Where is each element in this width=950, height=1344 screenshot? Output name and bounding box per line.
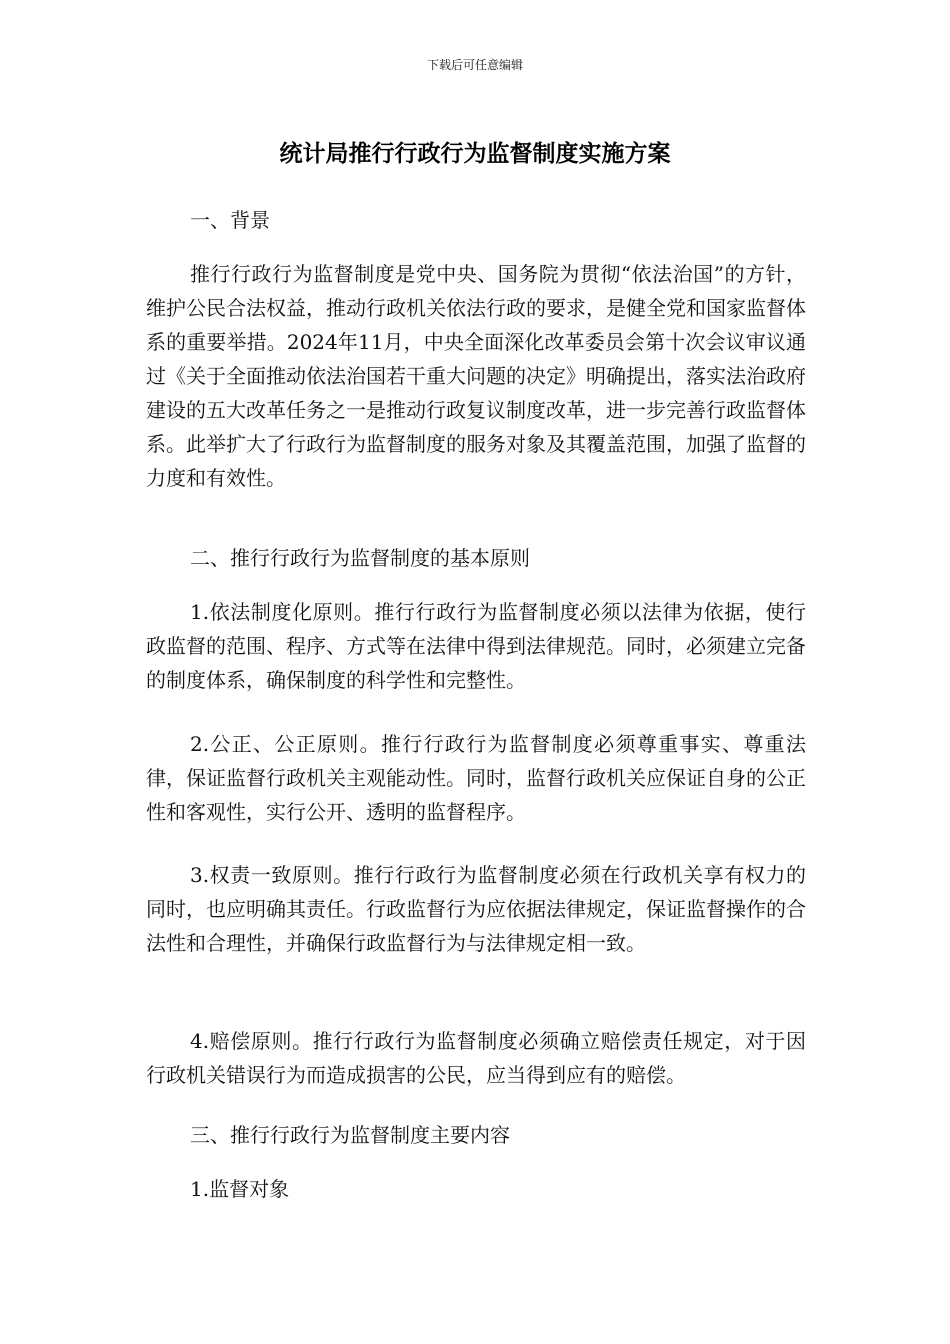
paragraph-principle-2: 2.公正、公正原则。推行行政行为监督制度必须尊重事实、尊重法律，保证监督行政机关主观能动性。同时，监督行政机关应保证自身的公正性和客观性，实行公开、透明的监督程序。	[146, 732, 806, 824]
paragraph-background: 推行行政行为监督制度是党中央、国务院为贯彻“依法治国”的方针，维护公民合法权益，推动行政机关依法行政的要求，是健全党和国家监督体系的重要举措。2024年11月，中央全面深化改革委员会第十次会议审议通过《关于全面推动依法治国若干重大问题的决定》明确提出，落实法治政府建设的五大改革任务之一是推动行政复议制度改革，进一步完善行政监督体系。此举扩大了行政行为监督制度的服务对象及其覆盖范围，加强了监督的力度和有效性。	[146, 262, 806, 490]
paragraph-principle-1: 1.依法制度化原则。推行行政行为监督制度必须以法律为依据，使行政监督的范围、程序、方式等在法律中得到法律规范。同时，必须建立完备的制度体系，确保制度的科学性和完整性。	[146, 600, 806, 692]
section-heading-content: 三、推行行政行为监督制度主要内容	[190, 1123, 510, 1147]
paragraph-principle-3: 3.权责一致原则。推行行政行为监督制度必须在行政机关享有权力的同时，也应明确其责任。行政监督行为应依据法律规定，保证监督操作的合法性和合理性，并确保行政监督行为与法律规定相一致。	[146, 863, 806, 955]
paragraph-principle-4: 4.赔偿原则。推行行政行为监督制度必须确立赔偿责任规定，对于因行政机关错误行为而造成损害的公民，应当得到应有的赔偿。	[146, 1029, 806, 1087]
document-title: 统计局推行行政行为监督制度实施方案	[279, 141, 671, 167]
header-note: 下载后可任意编辑	[426, 58, 523, 72]
subheading-supervision-object: 1.监督对象	[190, 1177, 290, 1201]
section-heading-principles: 二、推行行政行为监督制度的基本原则	[190, 546, 530, 570]
section-heading-background: 一、背景	[190, 208, 270, 232]
